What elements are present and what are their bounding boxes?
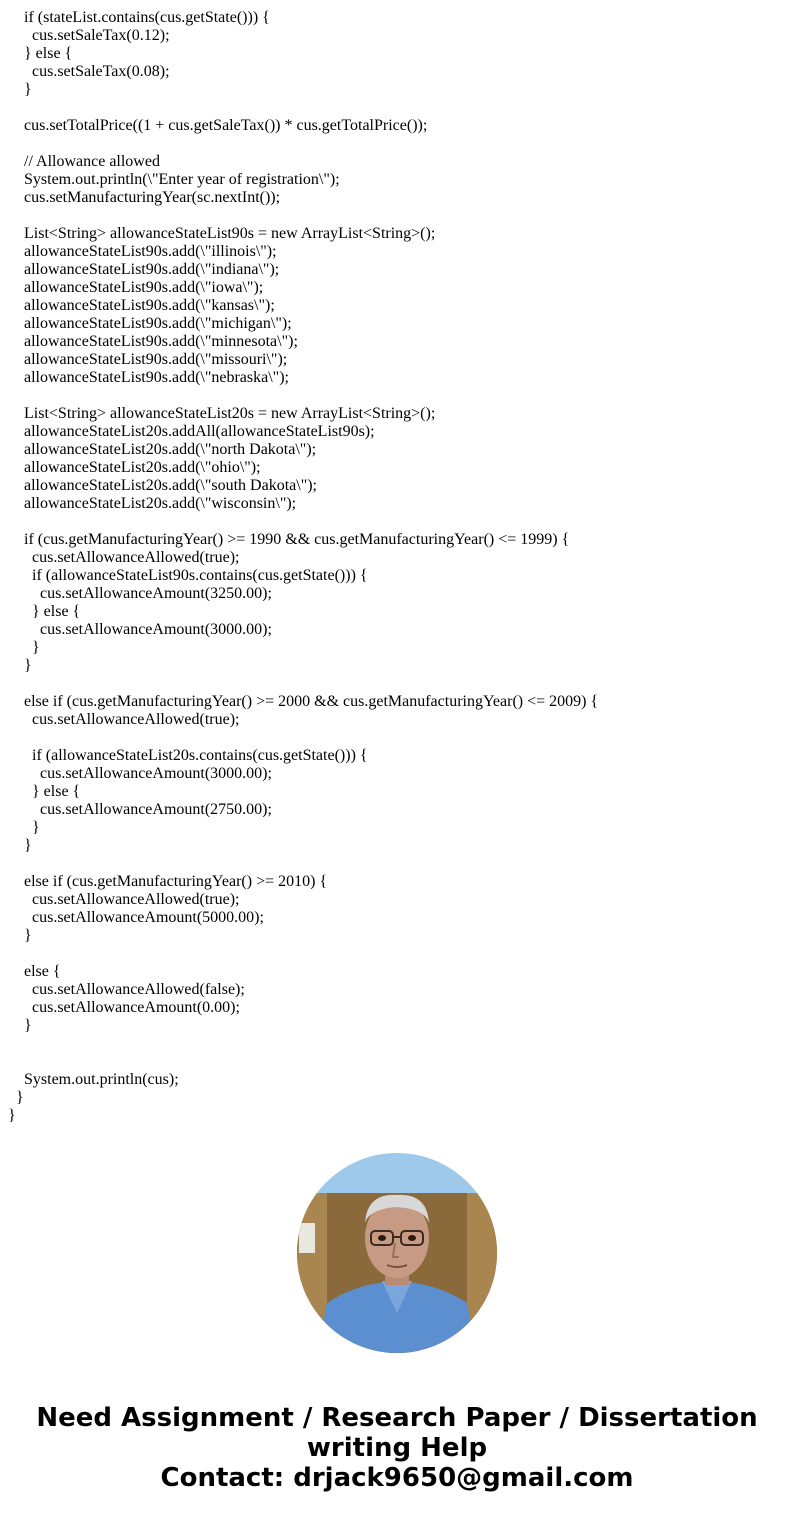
code-line: } xyxy=(8,657,32,674)
code-line: cus.setAllowanceAllowed(false); xyxy=(8,981,245,998)
code-line: allowanceStateList90s.add(\"missouri\"); xyxy=(8,351,288,368)
code-line xyxy=(8,135,598,153)
code-line: if (allowanceStateList20s.contains(cus.getState())) { xyxy=(8,747,368,764)
code-line: if (allowanceStateList90s.contains(cus.getState())) { xyxy=(8,567,368,584)
code-line: } xyxy=(8,1089,24,1106)
promo-contact-line: Contact: drjack9650@gmail.com xyxy=(160,1463,634,1493)
code-line: // Allowance allowed xyxy=(8,153,160,170)
code-line: allowanceStateList90s.add(\"minnesota\"); xyxy=(8,333,298,350)
code-line: cus.setAllowanceAllowed(true); xyxy=(8,891,240,908)
code-line: System.out.println(cus); xyxy=(8,1071,179,1088)
code-line: } xyxy=(8,1017,32,1034)
code-line xyxy=(8,207,598,225)
code-line: cus.setSaleTax(0.12); xyxy=(8,27,170,44)
code-line: else if (cus.getManufacturingYear() >= 2000 && cus.getManufacturingYear() <= 2009) { xyxy=(8,693,599,710)
code-line xyxy=(8,855,598,873)
code-line: allowanceStateList90s.add(\"illinois\"); xyxy=(8,243,277,260)
code-line: allowanceStateList20s.add(\"south Dakota\"); xyxy=(8,477,317,494)
code-line xyxy=(8,513,598,531)
code-line: allowanceStateList20s.add(\"ohio\"); xyxy=(8,459,261,476)
code-line xyxy=(8,1053,598,1071)
code-line: System.out.println(\"Enter year of registration\"); xyxy=(8,171,340,188)
code-line: cus.setAllowanceAmount(3000.00); xyxy=(8,765,272,782)
code-line: List<String> allowanceStateList20s = new ArrayList<String>(); xyxy=(8,405,436,422)
code-line: } xyxy=(8,81,32,98)
code-line: cus.setAllowanceAmount(3000.00); xyxy=(8,621,272,638)
code-line: List<String> allowanceStateList90s = new ArrayList<String>(); xyxy=(8,225,436,242)
promo-line-2: writing Help xyxy=(306,1433,488,1463)
code-line: if (stateList.contains(cus.getState())) { xyxy=(8,9,270,26)
code-line: } xyxy=(8,639,40,656)
code-line: cus.setTotalPrice((1 + cus.getSaleTax()) * cus.getTotalPrice()); xyxy=(8,117,428,134)
code-line xyxy=(8,1035,598,1053)
code-line xyxy=(8,729,598,747)
code-line xyxy=(8,945,598,963)
person-photo-icon xyxy=(297,1153,497,1353)
promo-banner xyxy=(0,1403,794,1493)
promo-line-1: Need Assignment / Research Paper / Dissertation xyxy=(36,1403,758,1433)
code-line: allowanceStateList20s.add(\"north Dakota\"); xyxy=(8,441,317,458)
code-line: cus.setAllowanceAmount(3250.00); xyxy=(8,585,272,602)
code-line: else if (cus.getManufacturingYear() >= 2010) { xyxy=(8,873,328,890)
code-line: cus.setManufacturingYear(sc.nextInt()); xyxy=(8,189,281,206)
code-line xyxy=(8,675,598,693)
code-line: } else { xyxy=(8,603,81,620)
code-line: cus.setSaleTax(0.08); xyxy=(8,63,170,80)
code-line: allowanceStateList90s.add(\"nebraska\"); xyxy=(8,369,289,386)
code-line: cus.setAllowanceAllowed(true); xyxy=(8,549,240,566)
code-line: if (cus.getManufacturingYear() >= 1990 && cus.getManufacturingYear() <= 1999) { xyxy=(8,531,570,548)
code-line xyxy=(8,387,598,405)
code-line: } xyxy=(8,837,32,854)
code-line: allowanceStateList90s.add(\"kansas\"); xyxy=(8,297,275,314)
code-line: allowanceStateList20s.addAll(allowanceStateList90s); xyxy=(8,423,375,440)
code-line: cus.setAllowanceAmount(2750.00); xyxy=(8,801,272,818)
code-line: allowanceStateList90s.add(\"iowa\"); xyxy=(8,279,264,296)
code-line: cus.setAllowanceAmount(5000.00); xyxy=(8,909,264,926)
code-listing xyxy=(8,9,598,1125)
code-line: } else { xyxy=(8,783,81,800)
code-line xyxy=(8,99,598,117)
code-line: allowanceStateList20s.add(\"wisconsin\"); xyxy=(8,495,297,512)
code-line: } xyxy=(8,1107,16,1124)
code-line: else { xyxy=(8,963,61,980)
code-line: } xyxy=(8,927,32,944)
code-line: cus.setAllowanceAmount(0.00); xyxy=(8,999,240,1016)
code-line: allowanceStateList90s.add(\"indiana\"); xyxy=(8,261,280,278)
code-line: } else { xyxy=(8,45,73,62)
code-line: cus.setAllowanceAllowed(true); xyxy=(8,711,240,728)
code-line: } xyxy=(8,819,40,836)
code-line: allowanceStateList90s.add(\"michigan\"); xyxy=(8,315,292,332)
author-avatar xyxy=(297,1153,497,1353)
